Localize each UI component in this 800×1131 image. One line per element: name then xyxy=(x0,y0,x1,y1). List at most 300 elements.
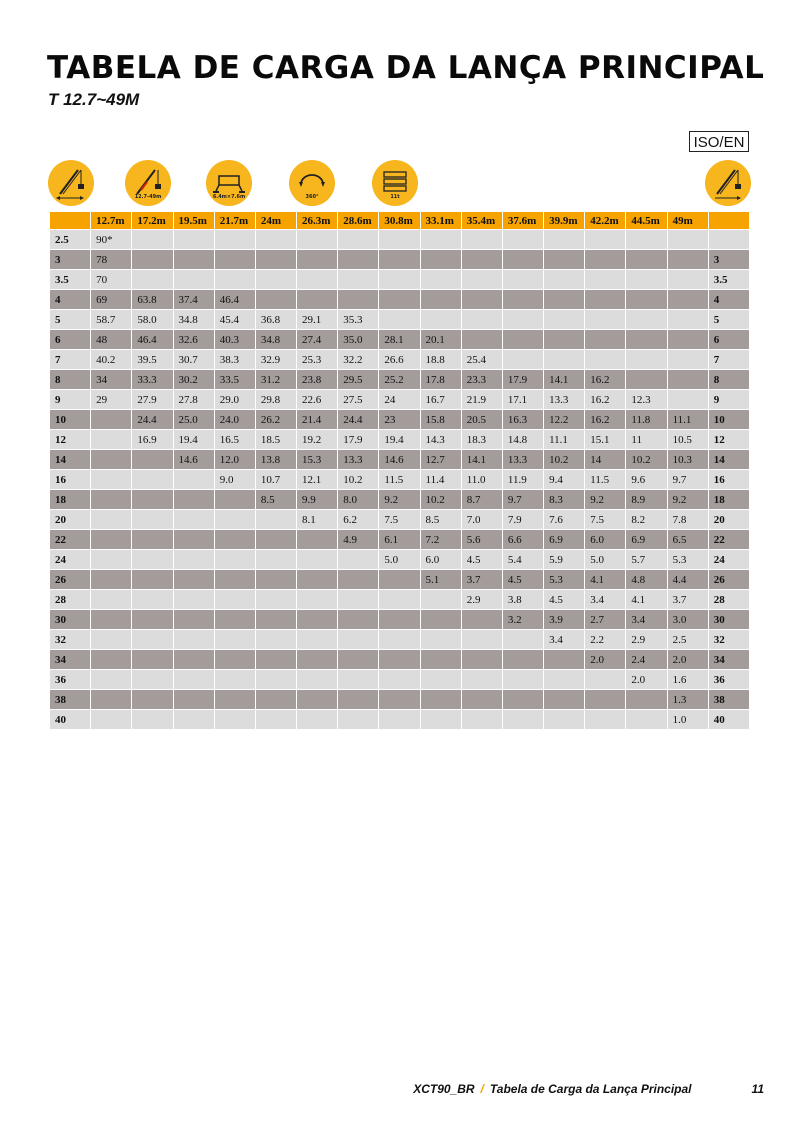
capacity-cell xyxy=(297,670,338,690)
counterweight-icon xyxy=(372,160,418,206)
capacity-cell xyxy=(91,610,132,630)
capacity-cell: 2.0 xyxy=(585,650,626,670)
capacity-cell xyxy=(91,710,132,730)
capacity-cell: 35.0 xyxy=(338,330,379,350)
header-cell: 37.6m xyxy=(502,212,543,230)
capacity-cell xyxy=(420,690,461,710)
capacity-cell xyxy=(585,350,626,370)
radius-cell-right: 14 xyxy=(708,450,749,470)
capacity-cell xyxy=(667,250,708,270)
radius-cell-right: 32 xyxy=(708,630,749,650)
radius-cell-right: 22 xyxy=(708,530,749,550)
capacity-cell: 3.4 xyxy=(544,630,585,650)
capacity-cell: 11.9 xyxy=(502,470,543,490)
outrigger-span-icon xyxy=(206,160,252,206)
capacity-cell xyxy=(91,570,132,590)
radius-cell: 2.5 xyxy=(50,230,91,250)
capacity-cell xyxy=(544,330,585,350)
capacity-cell xyxy=(338,230,379,250)
capacity-cell: 27.5 xyxy=(338,390,379,410)
capacity-cell xyxy=(255,290,296,310)
capacity-cell: 10.2 xyxy=(420,490,461,510)
capacity-cell xyxy=(214,610,255,630)
capacity-cell: 7.0 xyxy=(461,510,502,530)
capacity-cell: 32.9 xyxy=(255,350,296,370)
capacity-cell: 40.2 xyxy=(91,350,132,370)
radius-cell: 26 xyxy=(50,570,91,590)
capacity-cell: 21.4 xyxy=(297,410,338,430)
radius-cell: 3.5 xyxy=(50,270,91,290)
table-row xyxy=(50,410,750,430)
capacity-cell xyxy=(214,490,255,510)
capacity-cell xyxy=(255,710,296,730)
capacity-cell xyxy=(379,290,420,310)
capacity-cell: 9.4 xyxy=(544,470,585,490)
capacity-cell xyxy=(544,230,585,250)
capacity-cell xyxy=(667,350,708,370)
capacity-cell xyxy=(91,430,132,450)
radius-cell: 7 xyxy=(50,350,91,370)
capacity-cell xyxy=(420,250,461,270)
capacity-cell: 5.3 xyxy=(544,570,585,590)
standard-badge: ISO/EN xyxy=(689,131,749,152)
capacity-cell: 17.9 xyxy=(338,430,379,450)
capacity-cell xyxy=(173,270,214,290)
capacity-cell: 36.8 xyxy=(255,310,296,330)
page-footer xyxy=(413,1082,764,1096)
radius-cell-right: 20 xyxy=(708,510,749,530)
capacity-cell xyxy=(214,530,255,550)
capacity-cell xyxy=(297,250,338,270)
capacity-cell: 16.5 xyxy=(214,430,255,450)
radius-cell-right: 4 xyxy=(708,290,749,310)
capacity-cell: 11.5 xyxy=(379,470,420,490)
capacity-cell xyxy=(173,470,214,490)
table-row xyxy=(50,270,750,290)
capacity-cell: 6.0 xyxy=(585,530,626,550)
capacity-cell: 70 xyxy=(91,270,132,290)
capacity-cell: 37.4 xyxy=(173,290,214,310)
capacity-cell xyxy=(132,610,173,630)
capacity-cell: 3.8 xyxy=(502,590,543,610)
radius-icon xyxy=(705,160,751,206)
capacity-cell: 23.3 xyxy=(461,370,502,390)
capacity-cell: 14.1 xyxy=(544,370,585,390)
radius-cell-right: 3 xyxy=(708,250,749,270)
capacity-cell xyxy=(502,330,543,350)
radius-cell-right: 24 xyxy=(708,550,749,570)
capacity-cell: 13.3 xyxy=(502,450,543,470)
capacity-cell: 6.5 xyxy=(667,530,708,550)
header-cell xyxy=(50,212,91,230)
capacity-cell xyxy=(297,590,338,610)
capacity-cell: 9.2 xyxy=(585,490,626,510)
capacity-cell: 27.9 xyxy=(132,390,173,410)
capacity-cell: 90* xyxy=(91,230,132,250)
capacity-cell xyxy=(585,330,626,350)
header-cell: 24m xyxy=(255,212,296,230)
capacity-cell: 21.9 xyxy=(461,390,502,410)
capacity-cell xyxy=(132,690,173,710)
radius-cell-right: 12 xyxy=(708,430,749,450)
capacity-cell: 11.1 xyxy=(667,410,708,430)
capacity-cell: 5.7 xyxy=(626,550,667,570)
capacity-cell xyxy=(255,570,296,590)
header-cell: 44.5m xyxy=(626,212,667,230)
header-cell: 35.4m xyxy=(461,212,502,230)
capacity-cell xyxy=(91,630,132,650)
capacity-cell: 63.8 xyxy=(132,290,173,310)
table-row xyxy=(50,250,750,270)
capacity-cell xyxy=(173,630,214,650)
capacity-cell: 4.5 xyxy=(461,550,502,570)
capacity-cell xyxy=(297,650,338,670)
capacity-cell xyxy=(544,310,585,330)
capacity-cell xyxy=(338,270,379,290)
capacity-cell xyxy=(173,490,214,510)
capacity-cell xyxy=(544,270,585,290)
table-header-row xyxy=(50,212,750,230)
capacity-cell: 4.8 xyxy=(626,570,667,590)
capacity-cell xyxy=(297,290,338,310)
capacity-cell xyxy=(544,710,585,730)
capacity-cell: 6.0 xyxy=(420,550,461,570)
capacity-cell xyxy=(338,590,379,610)
capacity-cell: 32.2 xyxy=(338,350,379,370)
capacity-cell: 24.4 xyxy=(132,410,173,430)
capacity-cell xyxy=(502,290,543,310)
capacity-cell: 15.8 xyxy=(420,410,461,430)
capacity-cell: 8.2 xyxy=(626,510,667,530)
capacity-cell xyxy=(173,510,214,530)
radius-cell-right: 8 xyxy=(708,370,749,390)
capacity-cell xyxy=(214,630,255,650)
capacity-cell: 1.0 xyxy=(667,710,708,730)
capacity-cell xyxy=(132,250,173,270)
capacity-cell xyxy=(173,610,214,630)
capacity-cell xyxy=(626,270,667,290)
capacity-cell xyxy=(132,490,173,510)
capacity-cell xyxy=(626,310,667,330)
capacity-cell xyxy=(461,670,502,690)
table-row xyxy=(50,710,750,730)
capacity-cell xyxy=(132,710,173,730)
footer-section: Tabela de Carga da Lança Principal xyxy=(489,1082,692,1096)
capacity-cell xyxy=(255,610,296,630)
capacity-cell: 9.9 xyxy=(297,490,338,510)
capacity-cell xyxy=(544,250,585,270)
table-row xyxy=(50,510,750,530)
table-row xyxy=(50,230,750,250)
radius-cell-right: 28 xyxy=(708,590,749,610)
capacity-cell xyxy=(420,230,461,250)
capacity-cell: 48 xyxy=(91,330,132,350)
capacity-cell: 17.1 xyxy=(502,390,543,410)
capacity-cell: 26.6 xyxy=(379,350,420,370)
capacity-cell: 23 xyxy=(379,410,420,430)
capacity-cell xyxy=(132,590,173,610)
capacity-cell: 33.3 xyxy=(132,370,173,390)
capacity-cell: 10.7 xyxy=(255,470,296,490)
capacity-cell xyxy=(132,510,173,530)
capacity-cell: 3.0 xyxy=(667,610,708,630)
capacity-cell xyxy=(461,290,502,310)
capacity-cell xyxy=(626,690,667,710)
capacity-cell xyxy=(173,570,214,590)
capacity-cell xyxy=(379,650,420,670)
capacity-cell: 32.6 xyxy=(173,330,214,350)
header-cell: 49m xyxy=(667,212,708,230)
capacity-cell: 20.5 xyxy=(461,410,502,430)
capacity-cell xyxy=(585,250,626,270)
capacity-cell xyxy=(91,530,132,550)
capacity-cell xyxy=(461,630,502,650)
capacity-cell: 11 xyxy=(626,430,667,450)
capacity-cell xyxy=(297,690,338,710)
capacity-cell: 5.0 xyxy=(585,550,626,570)
capacity-cell xyxy=(379,690,420,710)
radius-cell: 10 xyxy=(50,410,91,430)
table-row xyxy=(50,430,750,450)
capacity-cell xyxy=(297,270,338,290)
capacity-cell: 12.2 xyxy=(544,410,585,430)
footer-model: XCT90_BR xyxy=(413,1082,475,1096)
capacity-cell: 18.3 xyxy=(461,430,502,450)
capacity-cell: 25.2 xyxy=(379,370,420,390)
capacity-cell: 26.2 xyxy=(255,410,296,430)
capacity-cell xyxy=(91,510,132,530)
capacity-cell: 4.1 xyxy=(626,590,667,610)
radius-cell-right xyxy=(708,230,749,250)
capacity-cell xyxy=(461,710,502,730)
capacity-cell: 11.8 xyxy=(626,410,667,430)
capacity-cell xyxy=(626,290,667,310)
capacity-cell xyxy=(667,390,708,410)
radius-cell: 28 xyxy=(50,590,91,610)
capacity-cell: 8.0 xyxy=(338,490,379,510)
capacity-cell: 2.5 xyxy=(667,630,708,650)
capacity-cell xyxy=(420,670,461,690)
capacity-cell: 2.9 xyxy=(626,630,667,650)
table-row xyxy=(50,550,750,570)
capacity-cell xyxy=(626,710,667,730)
capacity-cell: 25.3 xyxy=(297,350,338,370)
capacity-cell xyxy=(214,710,255,730)
capacity-cell xyxy=(173,690,214,710)
capacity-cell xyxy=(91,450,132,470)
capacity-cell: 27.4 xyxy=(297,330,338,350)
capacity-cell xyxy=(214,670,255,690)
capacity-cell xyxy=(297,550,338,570)
capacity-cell xyxy=(379,710,420,730)
capacity-cell xyxy=(91,590,132,610)
radius-cell: 3 xyxy=(50,250,91,270)
capacity-cell xyxy=(173,550,214,570)
capacity-cell: 46.4 xyxy=(214,290,255,310)
capacity-cell xyxy=(379,610,420,630)
header-cell: 39.9m xyxy=(544,212,585,230)
capacity-cell xyxy=(502,710,543,730)
capacity-cell xyxy=(502,670,543,690)
capacity-cell xyxy=(667,270,708,290)
radius-cell: 40 xyxy=(50,710,91,730)
radius-cell: 6 xyxy=(50,330,91,350)
capacity-cell xyxy=(173,650,214,670)
capacity-cell: 29.1 xyxy=(297,310,338,330)
header-cell: 19.5m xyxy=(173,212,214,230)
capacity-cell xyxy=(338,710,379,730)
capacity-cell xyxy=(91,670,132,690)
capacity-cell: 24.0 xyxy=(214,410,255,430)
capacity-cell xyxy=(255,250,296,270)
capacity-cell xyxy=(585,230,626,250)
capacity-cell: 12.0 xyxy=(214,450,255,470)
capacity-cell xyxy=(214,550,255,570)
capacity-cell: 25.4 xyxy=(461,350,502,370)
capacity-cell xyxy=(255,590,296,610)
capacity-cell: 17.9 xyxy=(502,370,543,390)
capacity-cell: 7.6 xyxy=(544,510,585,530)
capacity-cell xyxy=(255,270,296,290)
capacity-cell: 8.7 xyxy=(461,490,502,510)
capacity-cell: 2.9 xyxy=(461,590,502,610)
table-row xyxy=(50,470,750,490)
page-number: 11 xyxy=(751,1082,764,1096)
capacity-cell: 58.7 xyxy=(91,310,132,330)
capacity-cell xyxy=(132,450,173,470)
capacity-cell: 9.2 xyxy=(667,490,708,510)
capacity-cell: 10.2 xyxy=(544,450,585,470)
capacity-cell xyxy=(420,270,461,290)
capacity-cell: 4.4 xyxy=(667,570,708,590)
capacity-cell xyxy=(626,230,667,250)
capacity-cell: 6.9 xyxy=(626,530,667,550)
radius-cell-right: 36 xyxy=(708,670,749,690)
header-cell xyxy=(708,212,749,230)
capacity-cell xyxy=(420,710,461,730)
capacity-cell: 8.1 xyxy=(297,510,338,530)
capacity-cell xyxy=(255,530,296,550)
capacity-cell: 2.2 xyxy=(585,630,626,650)
capacity-cell: 1.6 xyxy=(667,670,708,690)
capacity-cell: 23.8 xyxy=(297,370,338,390)
radius-cell-right: 30 xyxy=(708,610,749,630)
capacity-cell: 11.1 xyxy=(544,430,585,450)
header-cell: 26.3m xyxy=(297,212,338,230)
radius-cell: 24 xyxy=(50,550,91,570)
capacity-cell xyxy=(173,670,214,690)
capacity-cell xyxy=(173,710,214,730)
capacity-cell xyxy=(667,370,708,390)
capacity-cell xyxy=(585,710,626,730)
capacity-cell: 3.7 xyxy=(667,590,708,610)
capacity-cell: 2.0 xyxy=(626,670,667,690)
capacity-cell xyxy=(91,690,132,710)
capacity-cell: 15.1 xyxy=(585,430,626,450)
rotation-label: 360° xyxy=(305,194,319,200)
capacity-cell: 28.1 xyxy=(379,330,420,350)
capacity-cell: 11.4 xyxy=(420,470,461,490)
capacity-cell xyxy=(461,310,502,330)
table-row xyxy=(50,610,750,630)
header-cell: 28.6m xyxy=(338,212,379,230)
capacity-cell xyxy=(379,670,420,690)
capacity-cell: 7.5 xyxy=(585,510,626,530)
capacity-cell: 5.0 xyxy=(379,550,420,570)
capacity-cell xyxy=(132,230,173,250)
capacity-cell: 5.3 xyxy=(667,550,708,570)
capacity-cell xyxy=(420,310,461,330)
radius-cell: 30 xyxy=(50,610,91,630)
capacity-cell xyxy=(132,470,173,490)
capacity-cell xyxy=(297,610,338,630)
capacity-cell xyxy=(173,230,214,250)
capacity-cell xyxy=(338,570,379,590)
capacity-cell xyxy=(297,230,338,250)
capacity-cell xyxy=(502,230,543,250)
capacity-cell xyxy=(420,590,461,610)
capacity-cell xyxy=(379,570,420,590)
capacity-cell xyxy=(132,530,173,550)
capacity-cell xyxy=(379,630,420,650)
page-subtitle: T 12.7~49M xyxy=(48,90,140,109)
capacity-cell: 15.3 xyxy=(297,450,338,470)
capacity-cell xyxy=(585,670,626,690)
capacity-cell: 34.8 xyxy=(255,330,296,350)
capacity-cell: 5.9 xyxy=(544,550,585,570)
capacity-cell: 9.7 xyxy=(502,490,543,510)
radius-cell-right: 40 xyxy=(708,710,749,730)
capacity-cell xyxy=(585,270,626,290)
capacity-cell xyxy=(338,550,379,570)
capacity-cell xyxy=(214,590,255,610)
header-cell: 12.7m xyxy=(91,212,132,230)
capacity-cell: 38.3 xyxy=(214,350,255,370)
capacity-cell xyxy=(297,710,338,730)
capacity-cell: 2.0 xyxy=(667,650,708,670)
capacity-cell xyxy=(338,670,379,690)
capacity-cell: 29.0 xyxy=(214,390,255,410)
table-row xyxy=(50,530,750,550)
radius-cell: 36 xyxy=(50,670,91,690)
capacity-cell xyxy=(214,510,255,530)
capacity-cell: 10.5 xyxy=(667,430,708,450)
capacity-cell: 10.3 xyxy=(667,450,708,470)
capacity-cell: 6.2 xyxy=(338,510,379,530)
capacity-cell xyxy=(461,690,502,710)
table-row xyxy=(50,670,750,690)
capacity-cell xyxy=(420,650,461,670)
capacity-cell xyxy=(379,590,420,610)
capacity-cell xyxy=(132,650,173,670)
capacity-cell xyxy=(667,330,708,350)
table-row xyxy=(50,590,750,610)
capacity-cell xyxy=(626,330,667,350)
capacity-cell xyxy=(214,230,255,250)
capacity-cell xyxy=(91,650,132,670)
capacity-cell xyxy=(379,310,420,330)
radius-cell-right: 10 xyxy=(708,410,749,430)
boom-range-icon xyxy=(125,160,171,206)
capacity-cell: 35.3 xyxy=(338,310,379,330)
capacity-cell: 58.0 xyxy=(132,310,173,330)
capacity-cell: 13.3 xyxy=(544,390,585,410)
capacity-cell: 78 xyxy=(91,250,132,270)
header-cell: 21.7m xyxy=(214,212,255,230)
capacity-cell: 2.4 xyxy=(626,650,667,670)
capacity-cell xyxy=(626,250,667,270)
capacity-cell: 11.0 xyxy=(461,470,502,490)
